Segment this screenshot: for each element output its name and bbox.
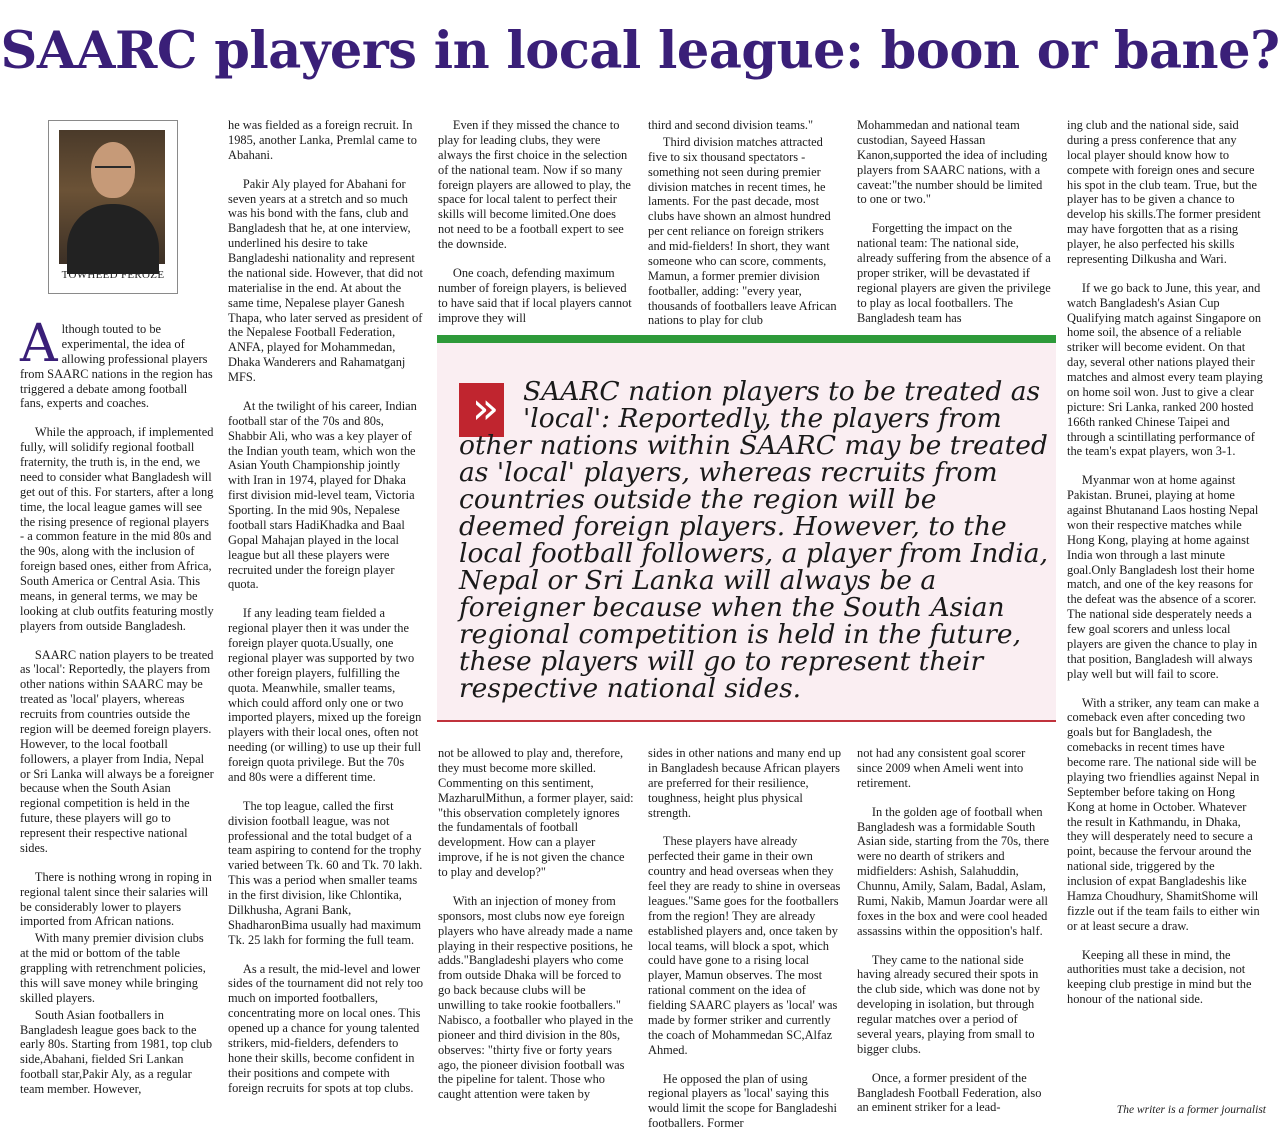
author-photo: [59, 130, 165, 264]
paragraph: he was fielded as a foreign recruit. In 1985, another Lanka, Premlal came to Abahani.: [228, 118, 417, 162]
column-6: [1067, 118, 1263, 1098]
pull-quote-text: SAARC nation players to be treated as 'local': Reportedly, the players from other nations within SAARC may be treated as 'local' players, whereas recruits from countries outside the region will be deemed foreign players. However, to the local football followers, a player from India, Nepal or Sri Lanka will always be a foreigner because when the South Asian regional competition is held in the future, these players will go to represent their respective national sides.: [459, 376, 1049, 704]
paragraph: SAARC nation players to be treated as 'local': Reportedly, the players from other nations within SAARC may be treated as 'local' players, whereas recruits from countries outside the region will be deemed foreign players. However, to the local football followers, a player from India, Nepal or Sri Lanka will always be a foreigner because when the South Asian regional competition is held in the future, these players will go to represent their respective national sides.: [20, 647, 214, 855]
paragraph: Keeping all these in mind, the authorities must take a decision, not keeping club prestige in mind but the honour of the national side.: [1067, 947, 1252, 1007]
paragraph: Mohammedan and national team custodian, Sayeed Hassan Kanon,supported the idea of including players from SAARC nations, with a caveat:"the number should be limited to one or two.": [857, 118, 1048, 207]
paragraph: There is nothing wrong in roping in regional talent since their salaries will be considerably lower to players imported from African nations.: [20, 869, 212, 929]
photo-glasses-shape: [95, 166, 131, 174]
paragraph: Myanmar won at home against Pakistan. Brunei, playing at home against Bhutanand Laos hosting Nepal won their respective matches while Hong Kong, playing at home against India won through a last minute goal.Only Bangladesh lost their home match, and one of the key reasons for the defeat was the absence of a scorer. The national side desperately needs a few goal scorers and unless local players are given the chance to play in that position, Bangladesh will always play well but will fail to score.: [1067, 473, 1259, 681]
paragraph: As a result, the mid-level and lower sides of the tournament did not rely too much on imported footballers, concentrating more on local ones. This opened up a chance for young talented strikers, mid-fielders, defenders to hone their skills, become confident in their positions and compete with foreign recruits for spots at top clubs.: [228, 961, 424, 1095]
paragraph: Pakir Aly played for Abahani for seven years at a stretch and so much was his bond with the fans, club and Bangladesh that he, at one interview, underlined his desire to take Bangladeshi nationality and represent the national side. However, that did not materialise in the end. At about the same time, Nepalese player Ganesh Thapa, who later served as president of the Nepalese Football Federation, ANFA, played for Mohammedan, Dhaka Wanderers and Rahamatganj MFS.: [228, 176, 423, 384]
paragraph: Third division matches attracted five to six thousand spectators - something not seen during premier division matches in recent times, he laments. For the past decade, most clubs have shown an almost hundred per cent reliance on foreign strikers and mid-fielders! In short, they want someone who can score, comments, Mamun, a former premier division footballer, adding: "every year, thousands of footballers leave African nations to play for club: [648, 134, 837, 328]
paragraph: They came to the national side having already secured their spots in the club side, which was done not by developing in isolation, but through regular matches over a period of several years, playing from small to bigger clubs.: [857, 952, 1041, 1056]
paragraph: While the approach, if implemented fully, will solidify regional football fraternity, the truth is, in the end, we need to consider what Bangladesh will get out of this. For starters, after a long time, the local league games will see the rising presence of regional players - a common feature in the mid 80s and the 90s, along with the inclusion of foreign based ones, either from Africa, South America or Central Asia. This means, in general terms, we may be looking at club outfits featuring mostly players from outside Bangladesh.: [20, 425, 214, 633]
paragraph: South Asian footballers in Bangladesh league goes back to the early 80s. Starting from 1981, top club side,Abahani, fielded Sri Lankan football star,Pakir Aly, as a regular team member. However,: [20, 1007, 213, 1096]
intro-paragraph: [20, 314, 214, 411]
paragraph: Forgetting the impact on the national team: The national side, already suffering from the absence of a proper striker, will be devastated if regional players are given the privilege to play as local footballers. The Bangladesh team has: [857, 221, 1051, 325]
paragraph: not had any consistent goal scorer since 2009 when Ameli went into retirement.: [857, 746, 1026, 790]
writer-credit: The writer is a former journalist: [1116, 1104, 1266, 1116]
byline: TOWHEED FEROZE: [61, 269, 165, 281]
drop-cap: A: [20, 314, 58, 374]
paragraph: Even if they missed the chance to play for leading clubs, they were always the first choice in the selection of the national team. Now if so many foreign players are allowed to play, the space for local talent to perfect their skills will become limited.One does not need to be a football expert to see the downside.: [438, 118, 631, 251]
intro-text: lthough touted to be experimental, the idea of allowing professional players from SAARC nations in the region has triggered a debate among football fans, experts and coaches.: [20, 322, 213, 411]
paragraph: He opposed the plan of using regional players as 'local' saying this would limit the scope for Bangladeshi footballers. Former: [648, 1071, 837, 1131]
column-1: [20, 314, 214, 1112]
column-5-bottom: [857, 746, 1053, 1118]
paragraph: sides in other nations and many end up in Bangladesh because African players are preferred for their resilience, toughness, height plus physical strength.: [648, 746, 842, 820]
column-2: [228, 118, 424, 1118]
paragraph: If any leading team fielded a regional player then it was under the foreign player quota.Usually, one regional player was supported by two other foreign players, fulfilling the quota. Meanwhile, smaller teams, which could afford only one or two imported players, mixed up the foreign players with their local ones, often not needing (or willing) to use up their full foreign quota privilege. But the 70s and 80s were a different time.: [228, 606, 422, 784]
column-4-top: [648, 118, 844, 326]
paragraph: One coach, defending maximum number of foreign players, is believed to have said that if local players cannot improve they will: [438, 265, 632, 325]
paragraph: These players have already perfected their game in their own country and head overseas when they feel they are ready to shine in overseas leagues."Same goes for the footballers from the region! They are already established players and, once taken by local teams, will block a spot, which could have gone to a rising local player, Mamun observes. The most rational comment on the idea of fielding SAARC players as 'local' was made by former striker and currently the coach of Mohammedan SC,Alfaz Ahmed.: [648, 834, 841, 1057]
paragraph: With a striker, any team can make a comeback even after conceding two goals but for Bangladesh, the comebacks in recent times have become rare. The national side will be playing two friendlies against Nepal in September before taking on Hong Kong at home in October. Whatever the result in Kathmandu, in Dhaka, they will desperately need to secure a point, because the fervour around the national side, triggered by the inclusion of expat Bangladeshis like Hamza Choudhury, ShamitShome will fizzle out if the team fails to either win or at least secure a draw.: [1067, 695, 1260, 933]
column-4-bottom: [648, 746, 844, 1131]
paragraph: If we go back to June, this year, and watch Bangladesh's Asian Cup Qualifying match against Singapore on home soil, the absence of a reliable striker will become evident. On that day, several other nations played their matches and almost every team playing on home soil won. Just to give a clear picture: Sri Lanka, ranked 200 hosted 166th ranked Chinese Taipei and through a scintillating performance of the team's expat players, won 3-1.: [1067, 280, 1263, 459]
column-3-bottom: [438, 746, 634, 1118]
paragraph: With an injection of money from sponsors, most clubs now eye foreign players who have already made a name playing in their respective positions, he adds."Bangladeshi players who come from outside Dhaka will be forced to go back because clubs will be unwilling to take rookie footballers." Nabisco, a footballer who played in the pioneer and third division in the 80s, observes: "thirty five or forty years ago, the pioneer division football was the pipeline for talent. Those who caught attention were taken by: [438, 893, 634, 1102]
double-chevron-icon: ››: [459, 383, 504, 437]
pull-quote-box: [437, 335, 1056, 722]
paragraph: At the twilight of his career, Indian football star of the 70s and 80s, Shabbir Ali, who was a key player of the Indian youth team, which won the Asian Youth Championship jointly with Iran in 1974, played for Dhaka first division mid-level team, Victoria Sporting. In the mid 90s, Nepalese football stars HadiKhadka and Baal Gopal Mahajan played in the local league but all these players were recruited under the foreign player quota.: [228, 398, 417, 592]
column-3-top: [438, 118, 634, 326]
paragraph: third and second division teams.": [648, 118, 814, 132]
paragraph: ing club and the national side, said during a press conference that any local player should know how to compete with foreign ones and secure his spot in the club team. True, but the player has to be given a chance to develop his skills.The former president may have forgotten that as a rising player, he also perfected his skills representing Dilkusha and Wari.: [1067, 118, 1261, 266]
paragraph: With many premier division clubs at the mid or bottom of the table grappling with retrenchment policies, this will save money while bringing skilled players.: [20, 931, 206, 1005]
paragraph: The top league, called the first division football league, was not professional and the total budget of a team aspiring to contend for the trophy varied between Tk. 60 and Tk. 70 lakh. This was a period when smaller teams in the first division, like Chlontika, Dilkhusha, Agrani Bank, ShadharonBima usually had maximum Tk. 25 lakh for forming the full team.: [228, 798, 423, 947]
paragraph: not be allowed to play and, therefore, they must become more skilled. Commenting on this sentiment, MazharulMithun, a former player, said: "this observation completely ignores the fundamentals of football development. How can a player improve, if he is not given the chance to play and develop?": [438, 746, 634, 879]
paragraph: In the golden age of football when Bangladesh was a formidable South Asian side, starting from the 70s, there were no dearth of strikers and midfielders: Ashish, Salahuddin, Chunnu, Amily, Salam, Badal, Aslam, Rumi, Nakib, Mamun Joardar were all foxes in the box and were cool headed assassins within the opposition's half.: [857, 804, 1050, 938]
paragraph: Once, a former president of the Bangladesh Football Federation, also an eminent striker for a lead-: [857, 1070, 1042, 1115]
photo-body-shape: [67, 204, 159, 274]
column-5-top: [857, 118, 1053, 326]
author-photo-box: [48, 120, 178, 294]
headline: SAARC players in local league: boon or bane?: [0, 21, 1280, 81]
